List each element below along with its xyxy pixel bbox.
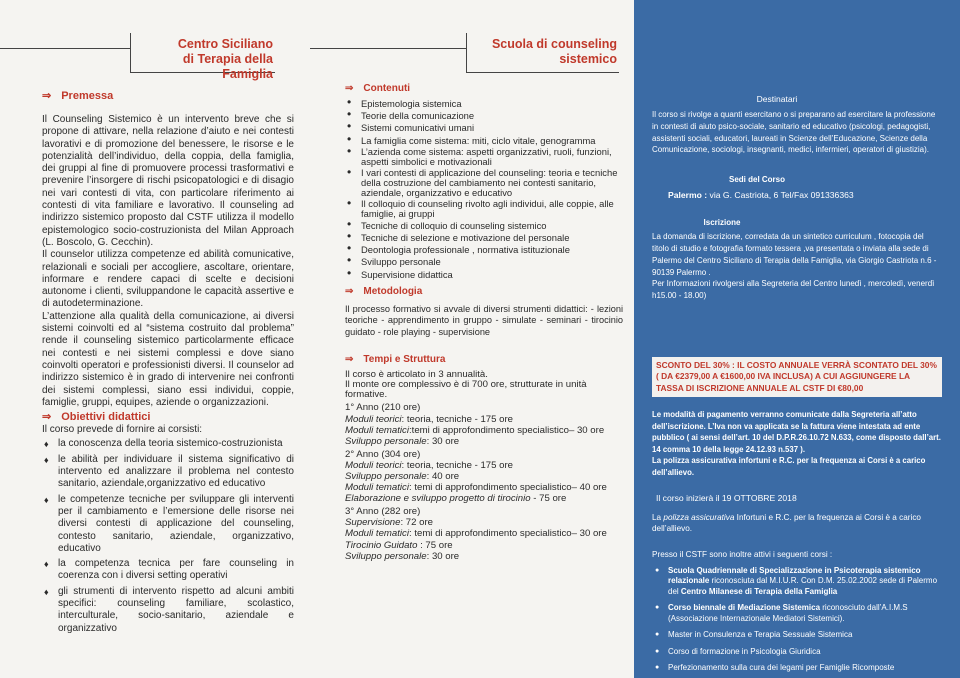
tempi-intro-2: Il monte ore complessivo è di 700 ore, strutturate in unità formative. — [345, 379, 587, 401]
list-item: • Tecniche di colloquio di counseling sistemico — [345, 220, 623, 231]
anno-2: 2° Anno (304 ore) — [345, 448, 421, 460]
metodologia-text: Il processo formativo si avvale di diversi strumenti didattici: - lezioni teoriche - apprendimento in gruppo - simulate - seminari - tirocinio guidato - role playing - supervisione — [345, 303, 623, 337]
section-contenuti: ⇒ Contenuti — [345, 83, 411, 94]
left-column — [0, 0, 310, 678]
tempi-struttura — [345, 369, 623, 561]
corsi-list — [652, 566, 942, 674]
list-item: ● Perfezionamento sulla cura dei legami per Famiglie Ricomposte — [652, 663, 942, 674]
list-item: ♦ la competenza tecnica per fare counseling in coerenza con i diversi setting operativi — [42, 558, 294, 583]
list-item: • Epistemologia sistemica — [345, 98, 623, 109]
list-item: ● Corso di formazione in Psicologia Giuridica — [652, 647, 942, 658]
section-obiettivi: ⇒ Obiettivi didattici — [42, 411, 151, 424]
iscrizione-title: Iscrizione — [703, 218, 741, 228]
sedi-text: Palermo : via G. Castriota, 6 Tel/Fax 091336363 — [668, 190, 854, 201]
premessa-paragraph-1: Il Counseling Sistemico è un intervento breve che si propone di attivare, nella relazione d’aiuto e nei contesti lavorativi e di promozione del benessere, le risorse e le potenzialità dell’individuo, della coppia, della famiglia, dei gruppi al fine di promuovere processi trasformativi e prevenire l’insorgere di rischi psicopatologici e di disagio nei vari contesti di vita, con particolare riferimento ai contesti di vita familiare e lavorativo. Il counseling ad indirizzo sistemico proposto dal CSTF utilizza il modello epistemologico socio-costruzionista del Milan Approach (L. Boscolo, G. Cecchin). — [42, 114, 294, 248]
arrow-right-icon: ⇒ — [345, 285, 354, 297]
anno1-teorici: Moduli teorici: teoria, tecniche - 175 ore — [345, 413, 513, 425]
anno3-supervisione: Supervisione: 72 ore — [345, 517, 434, 529]
list-item: ♦ la conoscenza della teoria sistemico-costruzionista — [42, 438, 294, 450]
list-item: • Il colloquio di counseling rivolto agli individui, alle coppie, alle famiglie, ai gruppi — [345, 199, 623, 219]
polizza-text-2: La polizza assicurativa Infortuni e R.C. per la frequenza ai Corsi è a carico dell’allievo. — [652, 512, 921, 534]
list-item: ♦ le competenze tecniche per sviluppare gli interventi per il cambiamento e l’emersione delle risorse nei diversi contesti di applicazione del counseling, contesto sanitario, aziendale, organizzativo, educativo — [42, 494, 294, 555]
list-item: ● Master in Consulenza e Terapia Sessuale Sistemica — [652, 630, 942, 641]
middle-column — [310, 0, 634, 678]
header-box-scuola — [466, 33, 619, 73]
section-metodologia: ⇒ Metodologia — [345, 285, 423, 297]
info-text: Per Informazioni rivolgersi alla Segreteria del Centro lunedì , mercoledì, venerdì h15.00 - 18.00) — [652, 279, 935, 301]
premessa-paragraph-2: Il counselor utilizza competenze ed abilità comunicative, relazionali e sociali per accogliere, ascoltare, orientare, informare e rendere capaci di scelte e decisioni autonome i clienti, sviluppandone le capacità assertive e di autodeterminazione. — [42, 249, 294, 310]
right-column — [634, 0, 960, 678]
section-premessa: ⇒ Premessa — [42, 90, 114, 102]
anno3-tirocinio: Tirocinio Guidato : 75 ore — [345, 539, 453, 551]
anno2-teorici: Moduli teorici: teoria, tecniche - 175 ore — [345, 459, 513, 471]
list-item: • Sviluppo personale — [345, 256, 623, 267]
anno1-tematici: Moduli tematici:temi di approfondimento specialistico– 30 ore — [345, 424, 605, 436]
arrow-right-icon: ⇒ — [42, 90, 52, 102]
premessa-paragraph-3: L’attenzione alla qualità della comunicazione, ai diversi sistemi coinvolti ed al “sistema costruito dal problema” rende il counseling sistemico particolarmente efficace nei contesti e nei sistemi complessi e dove siano coinvolti operatori e professionisti diversi. Il counselor ad indirizzo sistemico è in grado di intervenire nei confronti dei sistemi complessi, siano essi individui, coppie, famiglie, gruppi, equipes, aziende o organizzazioni. — [42, 310, 294, 408]
list-item: ● Corso biennale di Mediazione Sistemica riconosciuto dall’A.I.M.S (Associazione Internazionale Mediatori Sistemici). — [652, 603, 942, 624]
anno2-sviluppo: Sviluppo personale: 40 ore — [345, 470, 460, 482]
presso-text: Presso il CSTF sono inoltre attivi i seguenti corsi : — [652, 549, 833, 559]
obiettivi-intro: Il corso prevede di fornire ai corsisti: — [42, 424, 203, 436]
list-item: • Tecniche di selezione e motivazione del personale — [345, 232, 623, 243]
obiettivi-list — [42, 438, 294, 634]
anno3-sviluppo: Sviluppo personale: 30 ore — [345, 550, 460, 562]
arrow-right-icon: ⇒ — [42, 411, 52, 424]
header-box-centro — [130, 33, 275, 81]
anno-1: 1° Anno (210 ore) — [345, 402, 421, 414]
anno3-tematici: Moduli tematici: temi di approfondimento specialistico– 30 ore — [345, 528, 607, 540]
list-item: ♦ le abilità per individuare il sistema significativo di intervento ed analizzare il problema nel contesto sanitario, aziendale,organizzativo ed educativo — [42, 454, 294, 491]
arrow-right-icon: ⇒ — [345, 83, 354, 94]
list-item: • L’azienda come sistema: aspetti organizzativi, ruoli, funzioni, aspetti simbolici e motivazionali — [345, 147, 623, 167]
header-rule-left — [0, 48, 130, 49]
list-item: ♦ gli strumenti di intervento rispetto ad alcuni ambiti specifici: counseling familiare, scolastico, interculturale, socio-sanitario, aziendale e organizzativo — [42, 586, 294, 635]
pagamento-text: Le modalità di pagamento verranno comunicate dalla Segreteria all’atto dell’iscrizione. L’Iva non va applicata se la fattura viene intestata ad ente pubblico ( ai sensi dell’art. 10 del D.P.R.26.10.72 N.633, come disposto dall’art. 14 comma 10 della legge 24.12.93 n.537 ). — [652, 410, 941, 454]
header-rule-middle — [310, 48, 466, 49]
sconto-box: SCONTO DEL 30% : IL COSTO ANNUALE VERRÀ SCONTATO DEL 30% ( DA €2379,00 A €1600,00 IVA INCLUSA) A CUI AGGIUNGERE LA TASSA DI ISCRIZIONE ANNUALE AL CSTF DI €80,00 — [652, 357, 942, 398]
destinatari-title: Destinatari — [756, 94, 798, 104]
header-title-line1: Centro Siciliano — [177, 37, 273, 51]
anno2-tematici: Moduli tematici: temi di approfondimento specialistico– 40 ore — [345, 482, 607, 494]
header-title-line2: sistemico — [559, 52, 617, 66]
list-item: • I vari contesti di applicazione del counseling: teoria e tecniche della costruzione del cambiamento nei contesti sanitario, aziendale, organizzativo e educativo — [345, 168, 623, 198]
header-title-line2: di Terapia della Famiglia — [182, 52, 273, 81]
destinatari-text: Il corso si rivolge a quanti esercitano o si preparano ad esercitare la professione in contesti di aiuto psico-sociale, sanitario ed educativo (psicologi, pedagogisti, assistenti sociali, educatori, laureati in Scienze dell’Educazione, Scienze della Comunicazione, sociologi, insegnanti, medici, infermieri, operatori di giustizia). — [652, 110, 936, 155]
anno1-sviluppo: Sviluppo personale: 30 ore — [345, 435, 460, 447]
list-item: • Teorie della comunicazione — [345, 110, 623, 121]
iscrizione-text: La domanda di iscrizione, corredata da un sintetico curriculum , fotocopia del titolo di studio e fotografia formato tessera ,va presentata o inviata alla sede di Palermo del Centro Siciliano di Terapia della Famiglia, via Giorgio Castriota n.6 - 90139 Palermo . — [652, 232, 937, 277]
tempi-intro-1: Il corso è articolato in 3 annualità. — [345, 369, 488, 381]
section-tempi: ⇒ Tempi e Struttura — [345, 354, 446, 366]
list-item: • Supervisione didattica — [345, 269, 623, 280]
middle-content — [345, 83, 623, 562]
contenuti-list — [345, 98, 623, 280]
right-content — [652, 94, 942, 678]
header-title-line1: Scuola di counseling — [491, 37, 617, 51]
list-item: • Sistemi comunicativi umani — [345, 122, 623, 133]
sedi-title: Sedi del Corso — [728, 175, 785, 185]
list-item: • La famiglia come sistema: miti, ciclo vitale, genogramma — [345, 135, 623, 146]
anno2-elaborazione: Elaborazione e sviluppo progetto di tirocinio - 75 ore — [345, 493, 567, 505]
anno-3: 3° Anno (282 ore) — [345, 506, 421, 518]
left-content — [42, 89, 294, 635]
polizza-text: La polizza assicurativa infortuni e R.C. per la frequenza ai Corsi è a carico dell’allievo. — [652, 456, 926, 477]
arrow-right-icon: ⇒ — [345, 354, 354, 366]
inizio-text: Il corso inizierà il 19 OTTOBRE 2018 — [656, 492, 797, 503]
list-item: • Deontologia professionale , normativa istituzionale — [345, 244, 623, 255]
list-item: ● Scuola Quadriennale di Specializzazione in Psicoterapia sistemico relazionale riconosciuta dal M.I.U.R. Con D.M. 25.02.2002 sede di Palermo del Centro Milanese di Terapia della Famiglia — [652, 566, 942, 598]
